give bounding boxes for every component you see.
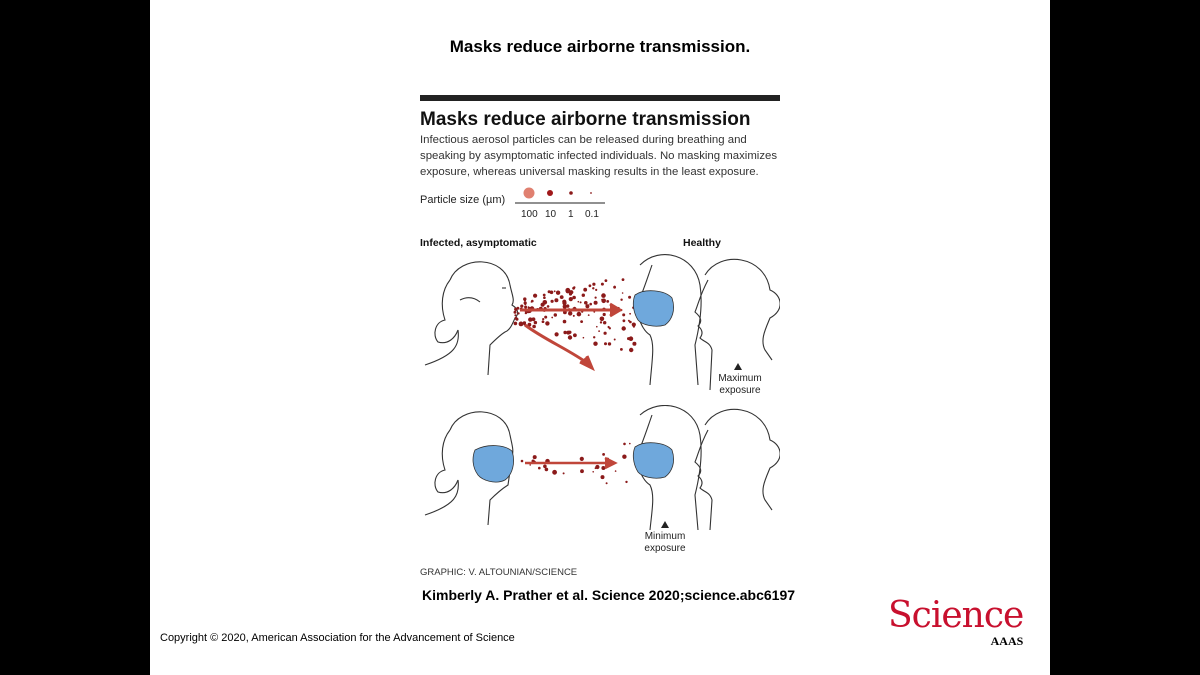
arrow-downward — [525, 325, 590, 365]
science-logo-word: Science — [888, 595, 1024, 636]
particle-dot — [583, 337, 585, 339]
mask-icon — [633, 291, 673, 326]
particle-100-icon — [524, 188, 535, 199]
particle-dot — [613, 286, 616, 289]
particle-dot — [588, 314, 590, 316]
particle-dot — [538, 467, 541, 470]
subtitle-line: exposure, whereas universal masking results in the least exposure. — [420, 166, 759, 178]
particle-dot — [533, 455, 537, 459]
healthy-label: Healthy — [683, 237, 721, 249]
particle-dot — [603, 313, 606, 316]
particle-10-icon — [547, 190, 553, 196]
exposure-line: exposure — [719, 385, 761, 396]
particle-dot — [514, 311, 517, 314]
particle-dot — [578, 301, 580, 303]
particle-dot — [589, 303, 592, 306]
maximum-exposure-label — [710, 373, 770, 397]
particle-dot — [629, 443, 631, 445]
particle-dot — [554, 298, 558, 302]
infected-label: Infected, asymptomatic — [420, 237, 537, 249]
particle-dot — [584, 301, 588, 305]
particle-dot — [592, 471, 594, 473]
particle-dot — [560, 295, 564, 299]
particle-dot — [602, 453, 605, 456]
particle-dot — [520, 305, 523, 308]
healthy-person-icon — [695, 259, 780, 390]
particle-dot — [592, 287, 594, 289]
particle-dot — [623, 443, 626, 446]
graphic-credit: GRAPHIC: V. ALTOUNIAN/SCIENCE — [420, 567, 578, 578]
aaas-logo-text: AAAS — [990, 634, 1024, 648]
copyright: Copyright © 2020, American Association for the Advancement of Science — [160, 632, 515, 644]
particle-dot — [556, 291, 560, 295]
minimum-exposure-label — [635, 531, 695, 555]
particle-dot — [524, 299, 526, 301]
particle-dot — [563, 472, 565, 474]
particle-dot — [598, 330, 600, 332]
particle-dot — [633, 326, 635, 328]
particle-cloud — [514, 278, 637, 352]
particle-dot — [608, 326, 610, 328]
particle-size-label: Particle size (µm) — [420, 194, 506, 206]
particle-dot — [524, 303, 526, 305]
particle-dot — [543, 294, 546, 297]
particle-dot — [620, 299, 622, 301]
marker-triangle-icon — [734, 363, 742, 370]
particle-dot — [605, 279, 608, 282]
particle-dot — [593, 336, 595, 338]
particle-dot — [563, 331, 566, 334]
particle-dot — [517, 312, 519, 314]
particle-dot — [543, 465, 547, 469]
figure-title: Masks reduce airborne transmission — [420, 109, 751, 130]
particle-dot — [595, 289, 597, 291]
particle-dot — [592, 283, 595, 286]
particle-dot — [543, 300, 548, 305]
citation: Kimberly A. Prather et al. Science 2020;science.abc6197 — [422, 587, 796, 603]
particle-dot — [569, 331, 571, 333]
particle-dot — [606, 300, 609, 303]
particle-dot — [628, 296, 631, 299]
particle-dot — [552, 470, 557, 475]
particle-dot — [547, 305, 550, 308]
slide-title: Masks reduce airborne transmission. — [449, 37, 751, 56]
particle-dot — [600, 321, 602, 323]
particle-dot — [572, 287, 575, 290]
particle-dot — [528, 317, 532, 321]
particle-dot — [615, 470, 617, 472]
particle-dot — [577, 312, 582, 317]
scene-universal-masking — [420, 405, 780, 535]
particle-01-icon — [590, 192, 592, 194]
particle-dot — [604, 332, 607, 335]
particle-dot — [532, 325, 536, 329]
figure-subtitle — [420, 132, 780, 180]
particle-dot — [568, 311, 572, 315]
particle-dot — [622, 278, 625, 281]
particle-dot — [625, 481, 627, 483]
particle-dot — [569, 297, 573, 301]
particle-dot — [601, 293, 606, 298]
particle-1-icon — [569, 191, 573, 195]
mask-icon — [473, 446, 514, 483]
particle-dot — [548, 290, 551, 293]
particle-dot — [573, 315, 575, 317]
particle-dot — [596, 326, 598, 328]
particle-dot — [601, 475, 605, 479]
tick-label: 10 — [545, 209, 557, 220]
particle-dot — [620, 348, 623, 351]
particle-dot — [629, 348, 633, 352]
particle-dot — [622, 292, 624, 294]
particle-dot — [580, 457, 584, 461]
particle-dot — [554, 313, 557, 316]
particle-dot — [555, 332, 559, 336]
particle-dot — [545, 321, 549, 325]
figure-top-rule — [420, 95, 780, 101]
particle-dot — [580, 320, 583, 323]
particle-dot — [563, 320, 567, 324]
particle-dot — [514, 308, 517, 311]
particle-dot — [525, 312, 527, 314]
particle-dot — [629, 313, 631, 315]
particle-dot — [601, 299, 603, 301]
particle-dot — [554, 290, 556, 292]
particle-dot — [600, 317, 605, 322]
particle-dot — [629, 336, 634, 341]
particle-dot — [543, 296, 546, 299]
particle-dot — [519, 322, 524, 327]
exposure-line: Minimum — [644, 531, 686, 542]
particle-dot — [594, 301, 598, 305]
particle-dot — [545, 468, 549, 472]
particle-dot — [587, 304, 589, 306]
particle-dot — [622, 455, 626, 459]
healthy-person-icon — [695, 409, 780, 530]
tick-label: 1 — [568, 209, 574, 220]
tick-label: 0.1 — [585, 209, 599, 220]
particle-dot — [514, 322, 518, 326]
particle-dot — [533, 294, 537, 298]
particle-dot — [583, 288, 587, 292]
particle-dot — [593, 342, 597, 346]
particle-dot — [551, 317, 553, 319]
particle-dot — [528, 306, 530, 308]
subtitle-line: Infectious aerosol particles can be released during breathing and — [420, 134, 747, 146]
particle-dot — [534, 321, 537, 324]
marker-triangle-icon — [661, 521, 669, 528]
particle-dot — [622, 313, 625, 316]
particle-dot — [514, 314, 516, 316]
particle-dot — [521, 460, 524, 463]
particle-dot — [529, 464, 531, 466]
particle-dot — [589, 284, 592, 287]
particle-dot — [573, 333, 577, 337]
particle-dot — [568, 335, 572, 339]
particle-size-legend — [515, 183, 610, 209]
particle-dot — [531, 300, 534, 303]
particle-dot — [542, 318, 544, 320]
particle-dot — [608, 342, 611, 345]
particle-dot — [604, 342, 607, 345]
science-logo — [888, 596, 1023, 649]
particle-dot — [632, 342, 636, 346]
particle-dot — [580, 301, 582, 303]
particle-dot — [516, 318, 519, 321]
exposure-line: Maximum — [718, 373, 762, 384]
particle-dot — [606, 482, 608, 484]
particle-dot — [551, 300, 554, 303]
exposure-line: exposure — [644, 543, 686, 554]
particle-dot — [623, 319, 626, 322]
particle-dot — [563, 305, 567, 309]
particle-dot — [542, 320, 545, 323]
mask-icon — [633, 443, 673, 478]
subtitle-line: speaking by asymptomatic infected individuals. No masking maximizes — [420, 150, 778, 162]
particle-dot — [580, 469, 584, 473]
particle-dot — [614, 339, 616, 341]
tick-label: 100 — [521, 209, 538, 220]
infected-person-icon — [425, 262, 518, 375]
particle-dot — [601, 283, 604, 286]
particle-dot — [628, 320, 630, 322]
particle-dot — [601, 466, 605, 470]
particle-dot — [544, 316, 547, 319]
particle-dot — [595, 467, 597, 469]
particle-dot — [622, 326, 626, 330]
particle-dot — [569, 292, 572, 295]
particle-dot — [603, 321, 606, 324]
slide — [150, 0, 1050, 675]
particle-dot — [565, 288, 570, 293]
particle-dot — [582, 294, 585, 297]
transmission-arrows — [525, 458, 615, 468]
scene-unmasked-infected — [420, 250, 780, 390]
particle-dot — [595, 297, 597, 299]
